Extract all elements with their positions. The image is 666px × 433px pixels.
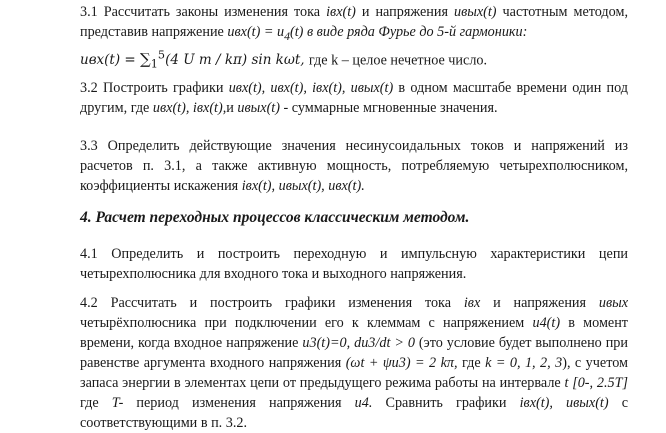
output-voltage-var: uвых(t) — [453, 4, 497, 20]
paragraph-4-2: 4.2 Рассчитать и построить графики изменения тока iвх и напряжения uвых четырёхполюсника при подключении его к клеммам с напряжением u4(t) в момент времени, когда входное напряжение u3(t)=0, du3/dt > 0 (это условие будет выполнено при равенстве аргумента входного напряжения (ωt + ψu3) = 2 kπ, где k = 0, 1, 2, 3), с учетом запаса энергии в элементах цепи от предыдущего режима работы на интервале t [0-, 2.5T] где T- период изменения напряжения u4. Сравнить графики iвх(t), uвых(t) с соответствующими в п. 3.2. — [80, 295, 629, 431]
paragraph-4-1: 4.1 Определить и построить переходную и импульсную характеристики цепи четырехполюсника для входного тока и выходного напряжения. — [80, 246, 629, 282]
fourier-formula: $uвх(t) = \sum_1^5(4$ U m / kπ) sin kωt, — [80, 48, 305, 72]
item-number: 3.1 — [80, 4, 98, 20]
paragraph-3-3: 3.3 Определить действующие значения несинусоидальных токов и напряжений из расчетов п. 3.1, а также активную мощность, потребляемую четырехполюсником, коэффициенты искажения iвх(t), uвых(t), uвх(t). — [80, 138, 628, 194]
paragraph-3-2: 3.2 Построить графики uвх(t), uвх(t), iвх(t), uвых(t) в одном масштабе времени один под другим, где uвх(t), iвх(t),и uвых(t) - суммарные мгновенные значения. — [80, 80, 629, 116]
paragraph-3-1: 3.1 Рассчитать законы изменения тока iвх(t) и напряжения uвых(t) частотным методом, представив напряжение $uвх(t) = u_4(t)$ в виде ряда Фурье до 5-й гармоники: $uвх(t) = \sum_1^5(4$ U m / kπ) sin kωt, где k – целое нечетное число. — [80, 4, 629, 72]
item-number: 3.3 — [80, 138, 98, 154]
item-number: 4.2 — [80, 295, 98, 311]
item-number: 4.1 — [80, 246, 98, 262]
item-number: 3.2 — [80, 80, 98, 96]
input-current-var: iвх(t) — [326, 4, 356, 20]
section-heading: 4. Расчет переходных процессов классическим методом. — [80, 209, 470, 226]
